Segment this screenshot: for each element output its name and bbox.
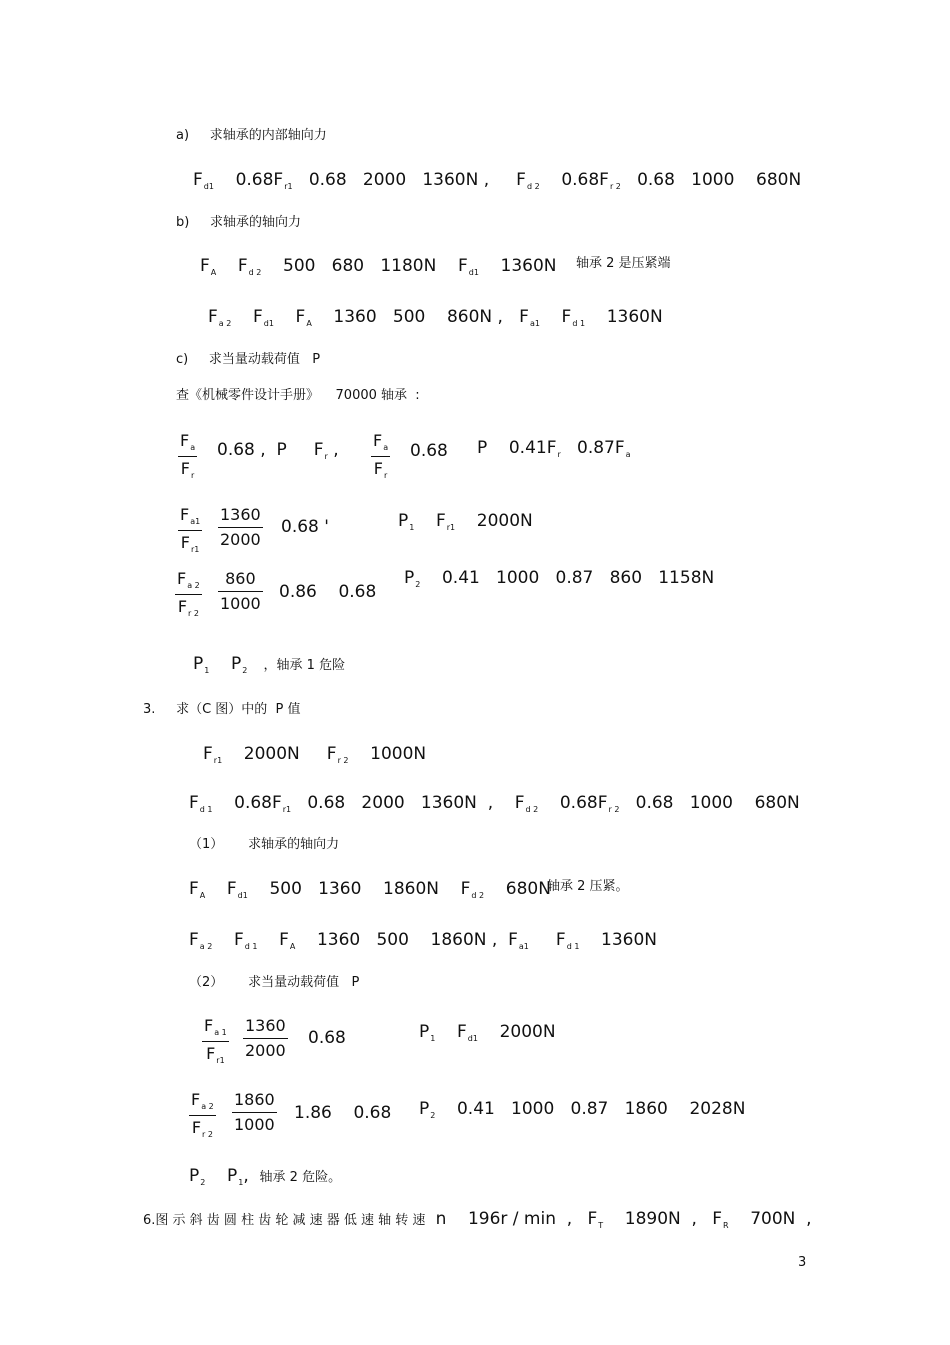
fraction-1360-2000: $\frac{1360}{2000}$ — [220, 505, 261, 549]
step-2-heading: （2） 求当量动载荷值 P — [189, 975, 360, 990]
equation-fa-2: $F_{a 2}$ $F_{d1}$ $F_A$ 1360 500 860N , $F_{a1}$ $F_{d 1}$ 1360N — [208, 307, 663, 328]
rule-2-value: 0.68 — [410, 441, 448, 461]
note-compressed-c: 轴承 2 压紧。 — [547, 879, 629, 894]
lookup-text: 查《机械零件设计手册》 70000 轴承 : — [176, 388, 420, 403]
equation-fa-1: $F_A$ $F_{d 2}$ 500 680 1180N $F_{d1}$ 1360N — [200, 256, 557, 277]
equation-fd: $F_{d1}$ $0.68F_{r1}$ 0.68 2000 1360N , $F_{d 2}$ $0.68F_{r 2}$ 0.68 1000 680N — [193, 170, 802, 191]
equation-fd-c: $F_{d 1}$ $0.68F_{r1}$ 0.68 2000 1360N , $F_{d 2}$ $0.68F_{r 2}$ 0.68 1000 680N — [189, 793, 800, 814]
problem-6: 6.图 示 斜 齿 圆 柱 齿 轮 减 速 器 低 速 轴 转 速 n 196r / min , $F_T$ 1890N , $F_R$ 700N , — [143, 1209, 812, 1230]
fraction-fa1-fr1: $\frac{F_{a1}}{F_{r1}}$ — [180, 505, 201, 554]
fraction-1360-2000-c: $\frac{1360}{2000}$ — [245, 1016, 286, 1060]
page-number: 3 — [798, 1255, 807, 1270]
rule-2: P $0.41F_r$ $0.87F_a$ — [477, 438, 631, 459]
heading-problem-3: 3. 求（C 图）中的 P 值 — [143, 702, 301, 717]
rule-1: 0.68 , P $F_r$ , — [217, 440, 339, 461]
equation-fr: $F_{r1}$ 2000N $F_{r 2}$ 1000N — [203, 744, 427, 765]
equation-fa-c-1: $F_A$ $F_{d1}$ 500 1360 1860N $F_{d 2}$ 680N — [189, 879, 551, 900]
fraction-fa2-fr2: $\frac{F_{a 2}}{F_{r 2}}$ — [177, 569, 200, 618]
fraction-fa1-fr1-c: $\frac{F_{a 1}}{F_{r1}}$ — [204, 1016, 227, 1065]
fraction-fa-fr-2: $\frac{F_a}{F_r}$ — [373, 431, 389, 480]
fraction-fa-fr: $\frac{F_a}{F_r}$ — [180, 431, 196, 480]
step-1-heading: （1） 求轴承的轴向力 — [189, 837, 340, 852]
heading-b: b) 求轴承的轴向力 — [176, 215, 301, 230]
conclusion-c: $P_2$ $P_1$, 轴承 2 危险。 — [189, 1166, 342, 1187]
conclusion-b: $P_1$ $P_2$ ，轴承 1 危险 — [193, 654, 346, 675]
heading-a: a) 求轴承的内部轴向力 — [176, 128, 327, 143]
equation-p1: $P_1$ $F_{r1}$ 2000N — [398, 511, 533, 532]
equation-p2-c: $P_2$ 0.41 1000 0.87 1860 2028N — [419, 1099, 746, 1120]
note-compressed-end: 轴承 2 是压紧端 — [576, 256, 671, 271]
equation-fa-c-2: $F_{a 2}$ $F_{d 1}$ $F_A$ 1360 500 1860N , $F_{a1}$ $F_{d 1}$ 1360N — [189, 930, 658, 951]
equation-p2: $P_2$ 0.41 1000 0.87 860 1158N — [404, 568, 715, 589]
fraction-860-1000: $\frac{860}{1000}$ — [220, 569, 261, 613]
heading-c: c) 求当量动载荷值 P — [176, 352, 321, 367]
ratio-2-value-c: 1.86 0.68 — [294, 1103, 392, 1123]
ratio-1-value-c: 0.68 — [308, 1028, 346, 1048]
ratio-2-value: 0.86 0.68 — [279, 582, 377, 602]
equation-p1-c: $P_1$ $F_{d1}$ 2000N — [419, 1022, 556, 1043]
ratio-1-value: 0.68 ' — [281, 517, 329, 537]
fraction-1860-1000: $\frac{1860}{1000}$ — [234, 1090, 275, 1134]
fraction-fa2-fr2-c: $\frac{F_{a 2}}{F_{r 2}}$ — [191, 1090, 214, 1139]
